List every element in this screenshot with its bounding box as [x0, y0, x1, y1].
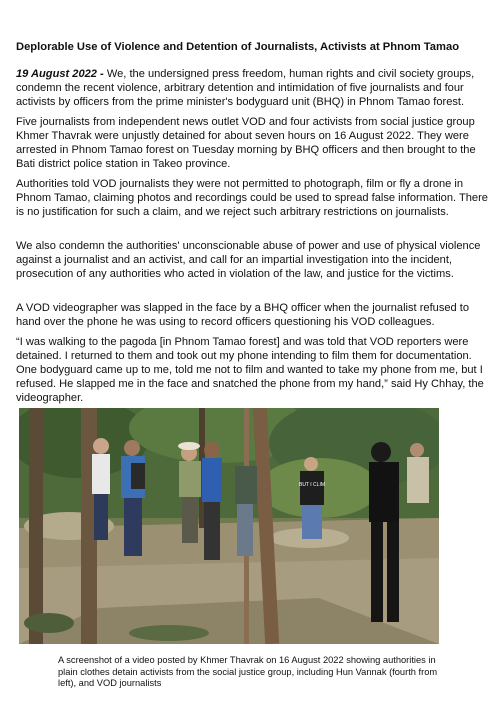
paragraph-condemnation: We also condemn the authorities' unconscionable abuse of power and use of physical violence against a journalist and an activist, and call for an impartial investigation into the incident, prosecution of any authorities who acted in violation of the law, and justice for the victims.: [16, 240, 481, 280]
paragraph-restrictions: Authorities told VOD journalists they were not permitted to photograph, film or fly a drone in Phnom Tamao, claiming photos and recordings could be used to spread false information. There is no justification for such a claim, and we reject such arbitrary restrictions on journalists.: [16, 178, 488, 218]
shirt-text: BUT I CLIM: [298, 482, 326, 488]
forest-photo: [19, 408, 439, 644]
paragraph-quote: “I was walking to the pagoda [in Phnom Tamao forest] and was told that VOD reporters were detained. I returned to them and took out my phone intending to film them for documentation. One bodyguard came up to me, told me not to film and wanted to take my phone from me, but I refused. He slapped me in the face and snatched the phone from my hand,” said Hy Chhay, the videographer.: [16, 336, 484, 404]
intro-text: We, the undersigned press freedom, human rights and civil society groups, condemn the recent violence, arbitrary detention and intimidation of five journalists and four activists by officers from the prime minister's bodyguard unit (BHQ) in Phnom Tamao forest.: [16, 68, 475, 108]
statement-title: Deplorable Use of Violence and Detention of Journalists, Activists at Phnom Tamao: [16, 41, 460, 53]
photo-caption: A screenshot of a video posted by Khmer Thavrak on 16 August 2022 showing authorities in plain clothes detain activists from the social justice group, including Hun Vannak (fourth from left), and VOD journalists: [58, 655, 438, 689]
statement-date: 19 August 2022 -: [16, 68, 104, 80]
paragraph-detention: Five journalists from independent news outlet VOD and four activists from social justice group Khmer Thavrak were unjustly detained for about seven hours on 16 August 2022. They were arrested in Phnom Tamao forest on Tuesday morning by BHQ officers and then brought to the Bati district police station in Takeo province.: [16, 116, 476, 170]
paragraph-intro: [16, 67, 488, 109]
paragraph-videographer: A VOD videographer was slapped in the face by a BHQ officer when the journalist refused to hand over the phone he was using to record officers questioning his VOD colleagues.: [16, 302, 470, 328]
